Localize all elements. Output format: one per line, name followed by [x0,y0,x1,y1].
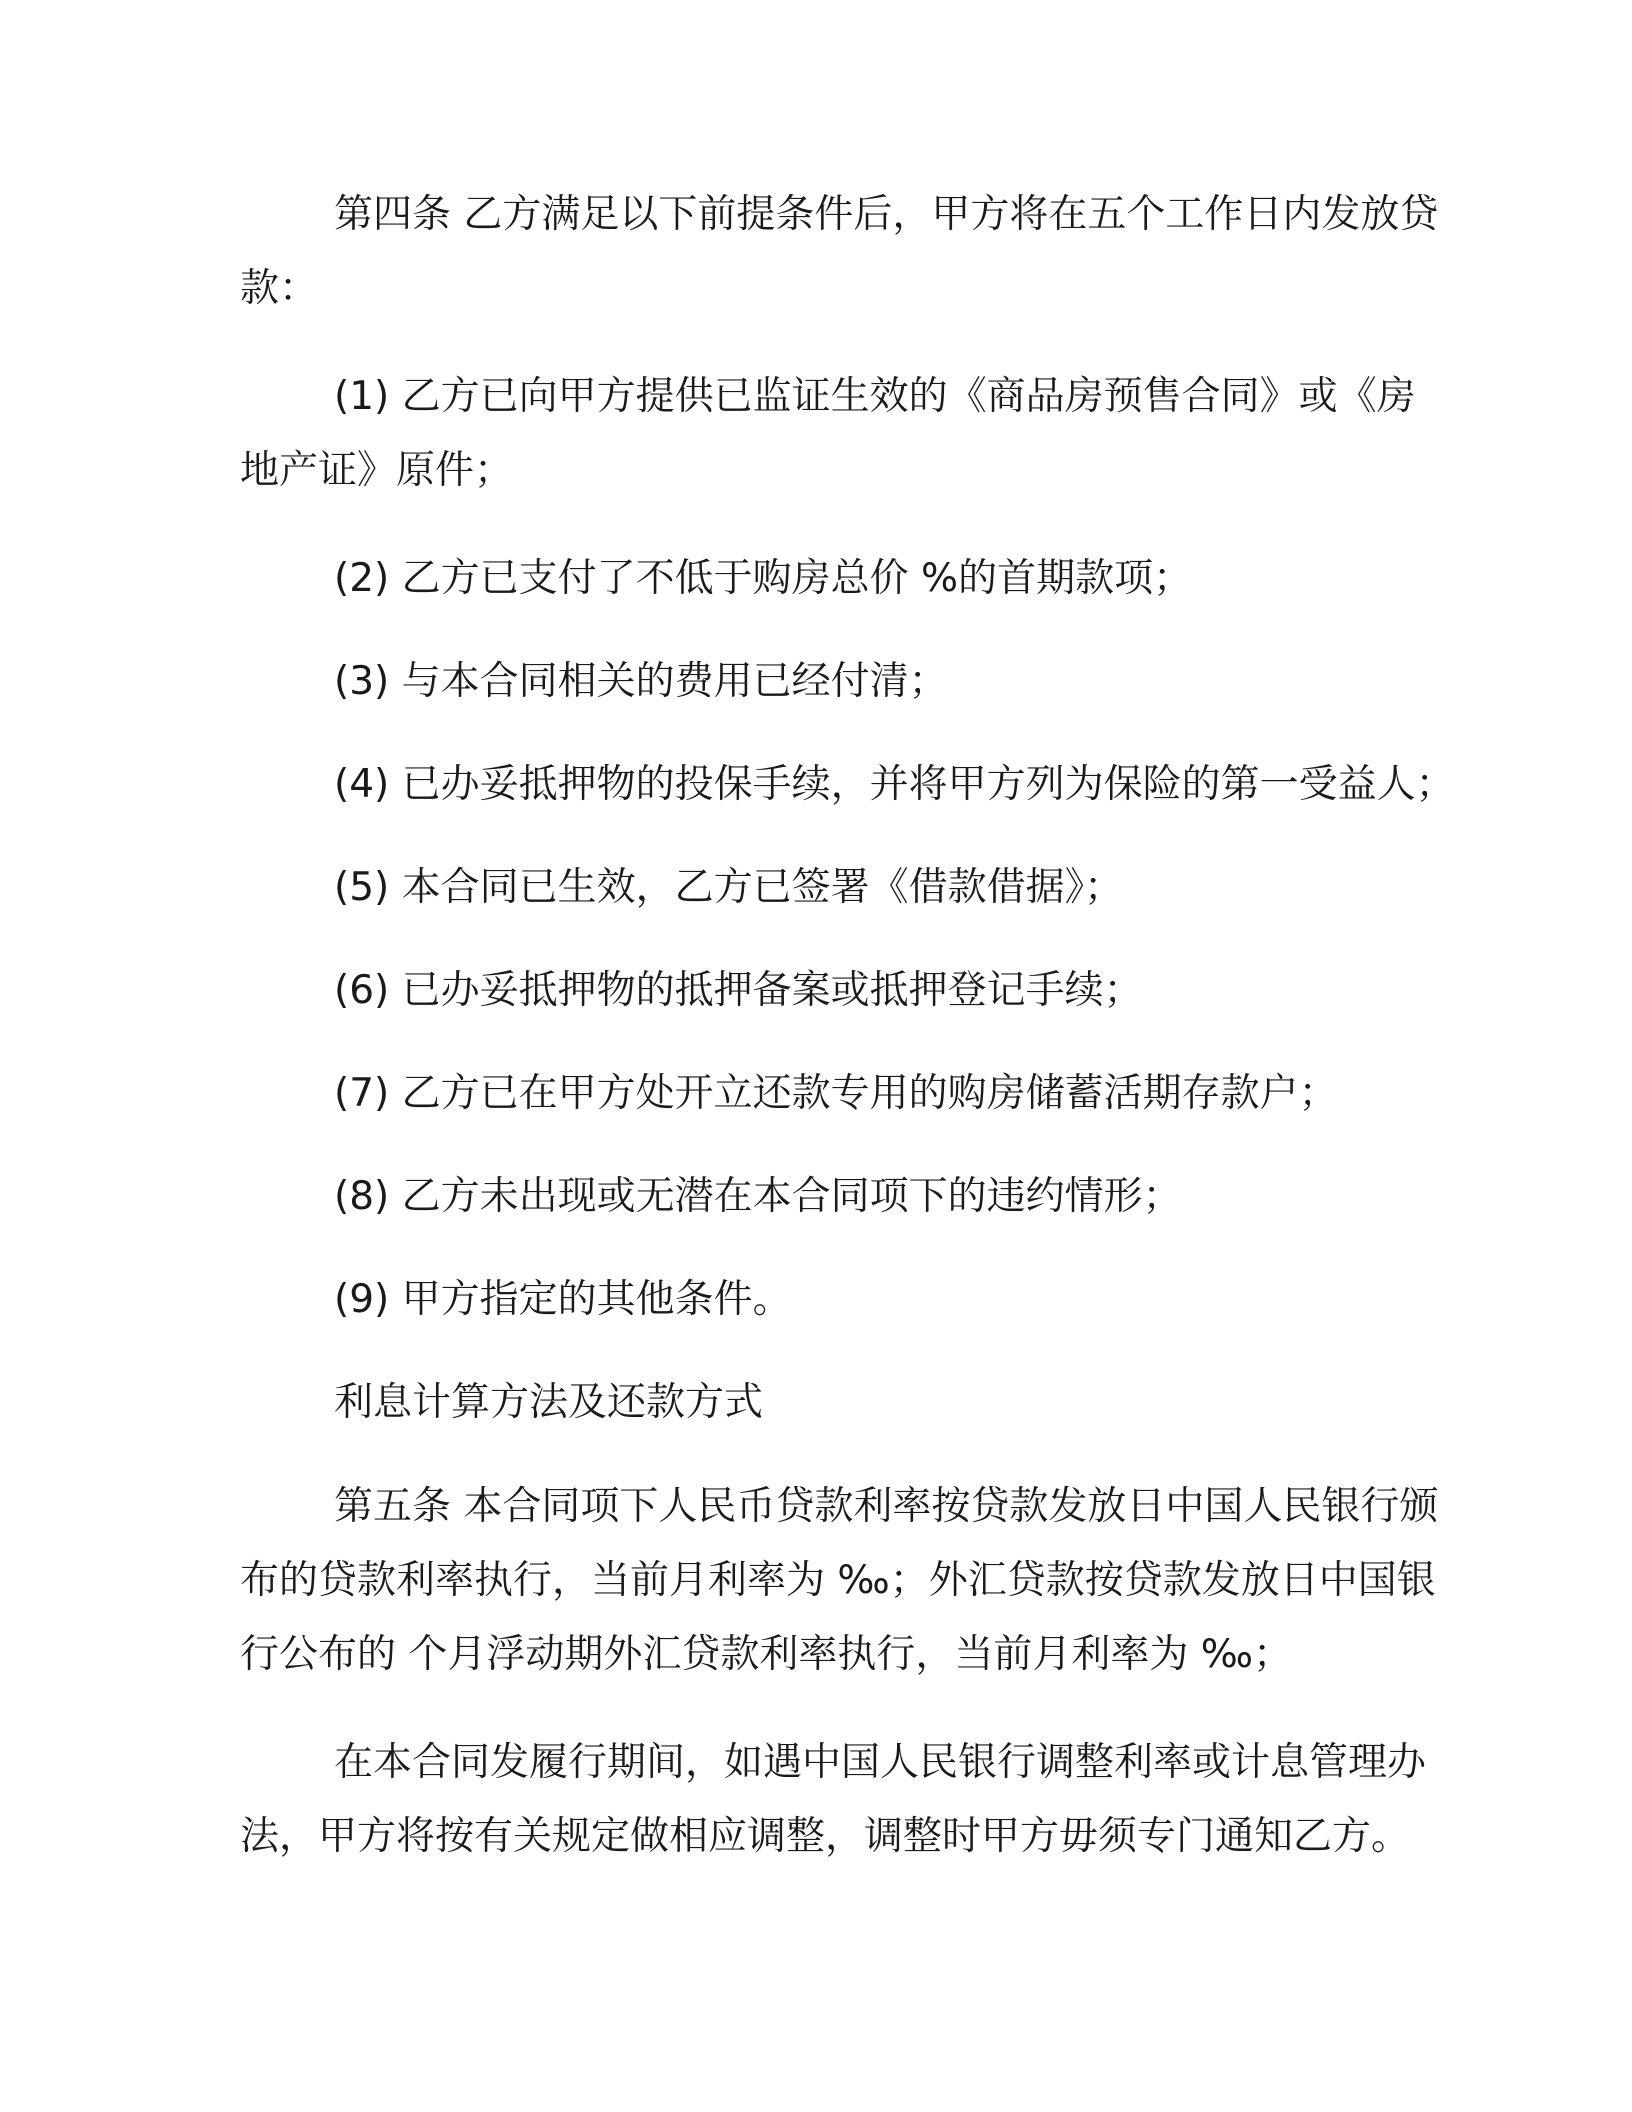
list-item-2: (2) 乙方已支付了不低于购房总价 %的首期款项； [334,556,1193,601]
list-item-4: (4) 已办妥抵押物的投保手续，并将甲方列为保险的第一受益人； [334,762,1455,807]
list-item-6: (6) 已办妥抵押物的抵押备案或抵押登记手续； [334,968,1143,1013]
list-item-9: (9) 甲方指定的其他条件。 [334,1277,792,1322]
adjustment-line-2: 法，甲方将按有关规定做相应调整，调整时甲方毋须专门通知乙方。 [240,1814,1411,1859]
article-5-line-1: 第五条 本合同项下人民币贷款利率按贷款发放日中国人民银行颁 [334,1484,1439,1529]
article-5-paragraph [240,1470,1439,1692]
article-4-paragraph [240,178,1439,326]
list-item-7: (7) 乙方已在甲方处开立还款专用的购房储蓄活期存款户； [334,1071,1338,1116]
article-4-line-2: 款： [240,266,319,311]
list-item-3: (3) 与本合同相关的费用已经付清； [334,659,948,704]
article-5-line-3: 行公布的 个月浮动期外汇贷款利率执行，当前月利率为 ‰； [240,1632,1293,1677]
list-item-5: (5) 本合同已生效，乙方已签署《借款借据》； [334,865,1124,910]
list-item-1-line-1: (1) 乙方已向甲方提供已监证生效的《商品房预售合同》或《房 [334,374,1416,419]
list-item-8: (8) 乙方未出现或无潜在本合同项下的违约情形； [334,1174,1182,1219]
adjustment-paragraph [240,1726,1427,1874]
list-item-1-line-2: 地产证》原件； [240,448,514,493]
section-heading: 利息计算方法及还款方式 [334,1380,764,1425]
list-item-1 [240,360,1416,508]
article-5-line-2: 布的贷款利率执行，当前月利率为 ‰；外汇贷款按贷款发放日中国银 [240,1558,1436,1603]
adjustment-line-1: 在本合同发履行期间，如遇中国人民银行调整利率或计息管理办 [334,1740,1427,1785]
article-4-line-1: 第四条 乙方满足以下前提条件后，甲方将在五个工作日内发放贷 [334,192,1439,237]
